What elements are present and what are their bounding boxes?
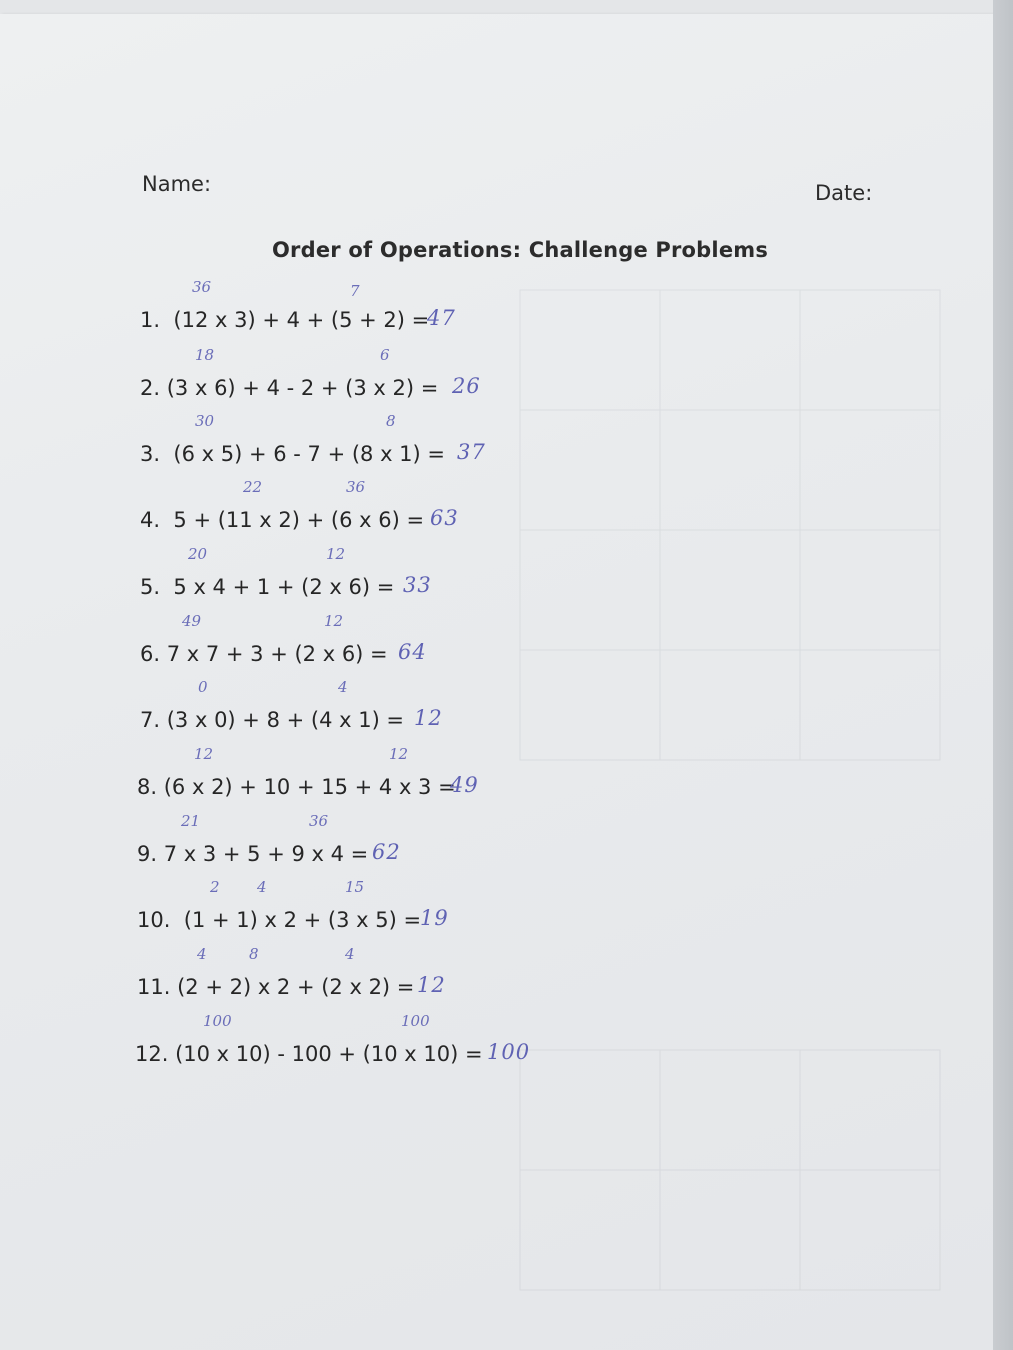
answer: 12: [417, 973, 446, 997]
problem-9: [137, 812, 697, 872]
work-note: 20: [188, 545, 208, 563]
problem-expression: 5. 5 x 4 + 1 + (2 x 6) =: [140, 575, 395, 599]
problem-2: [140, 346, 700, 406]
problem-8: [137, 745, 697, 805]
work-note: 18: [195, 346, 215, 364]
work-note: 8: [386, 412, 396, 430]
problem-expression: 12. (10 x 10) - 100 + (10 x 10) =: [135, 1042, 483, 1066]
problem-4: [140, 478, 700, 538]
work-note: 8: [249, 945, 259, 963]
work-note: 2: [210, 878, 220, 896]
problem-expression: 4. 5 + (11 x 2) + (6 x 6) =: [140, 508, 425, 532]
name-label: Name:: [142, 172, 212, 196]
problem-12: [135, 1012, 695, 1072]
work-note: 12: [324, 612, 344, 630]
work-note: 12: [194, 745, 214, 763]
answer: 37: [457, 440, 486, 464]
work-note: 100: [203, 1012, 232, 1030]
problem-expression: 3. (6 x 5) + 6 - 7 + (8 x 1) =: [140, 442, 445, 466]
work-note: 12: [389, 745, 409, 763]
problem-expression: 9. 7 x 3 + 5 + 9 x 4 =: [137, 842, 369, 866]
worksheet-title: Order of Operations: Challenge Problems: [272, 238, 769, 262]
work-note: 6: [380, 346, 390, 364]
problem-6: [140, 612, 700, 672]
work-note: 21: [181, 812, 201, 830]
work-note: 49: [182, 612, 202, 630]
work-note: 15: [345, 878, 365, 896]
work-note: 4: [257, 878, 267, 896]
problem-expression: 6. 7 x 7 + 3 + (2 x 6) =: [140, 642, 388, 666]
answer: 63: [430, 506, 459, 530]
problem-expression: 1. (12 x 3) + 4 + (5 + 2) =: [140, 308, 430, 332]
answer: 49: [450, 773, 479, 797]
work-note: 36: [346, 478, 366, 496]
problem-1: [140, 278, 700, 338]
answer: 64: [398, 640, 427, 664]
work-note: 4: [345, 945, 355, 963]
answer: 47: [427, 306, 456, 330]
answer: 12: [414, 706, 443, 730]
work-note: 36: [192, 278, 212, 296]
problem-expression: 10. (1 + 1) x 2 + (3 x 5) =: [137, 908, 422, 932]
answer: 62: [372, 840, 401, 864]
work-note: 4: [197, 945, 207, 963]
answer: 100: [487, 1040, 531, 1064]
work-note: 30: [195, 412, 215, 430]
work-note: 0: [198, 678, 208, 696]
answer: 33: [403, 573, 432, 597]
answer: 19: [420, 906, 449, 930]
work-note: 100: [401, 1012, 430, 1030]
work-note: 36: [309, 812, 329, 830]
problem-10: [137, 878, 697, 938]
problem-expression: 7. (3 x 0) + 8 + (4 x 1) =: [140, 708, 405, 732]
date-label: Date:: [815, 181, 873, 205]
problem-expression: 8. (6 x 2) + 10 + 15 + 4 x 3 =: [137, 775, 456, 799]
work-note: 4: [338, 678, 348, 696]
problem-expression: 2. (3 x 6) + 4 - 2 + (3 x 2) =: [140, 376, 439, 400]
answer: 26: [452, 374, 481, 398]
work-note: 7: [350, 282, 360, 300]
work-note: 12: [326, 545, 346, 563]
problem-3: [140, 412, 700, 472]
problem-11: [137, 945, 697, 1005]
work-note: 22: [243, 478, 263, 496]
problem-5: [140, 545, 700, 605]
desk-edge: [993, 0, 1013, 1350]
problem-7: [140, 678, 700, 738]
problem-expression: 11. (2 + 2) x 2 + (2 x 2) =: [137, 975, 415, 999]
